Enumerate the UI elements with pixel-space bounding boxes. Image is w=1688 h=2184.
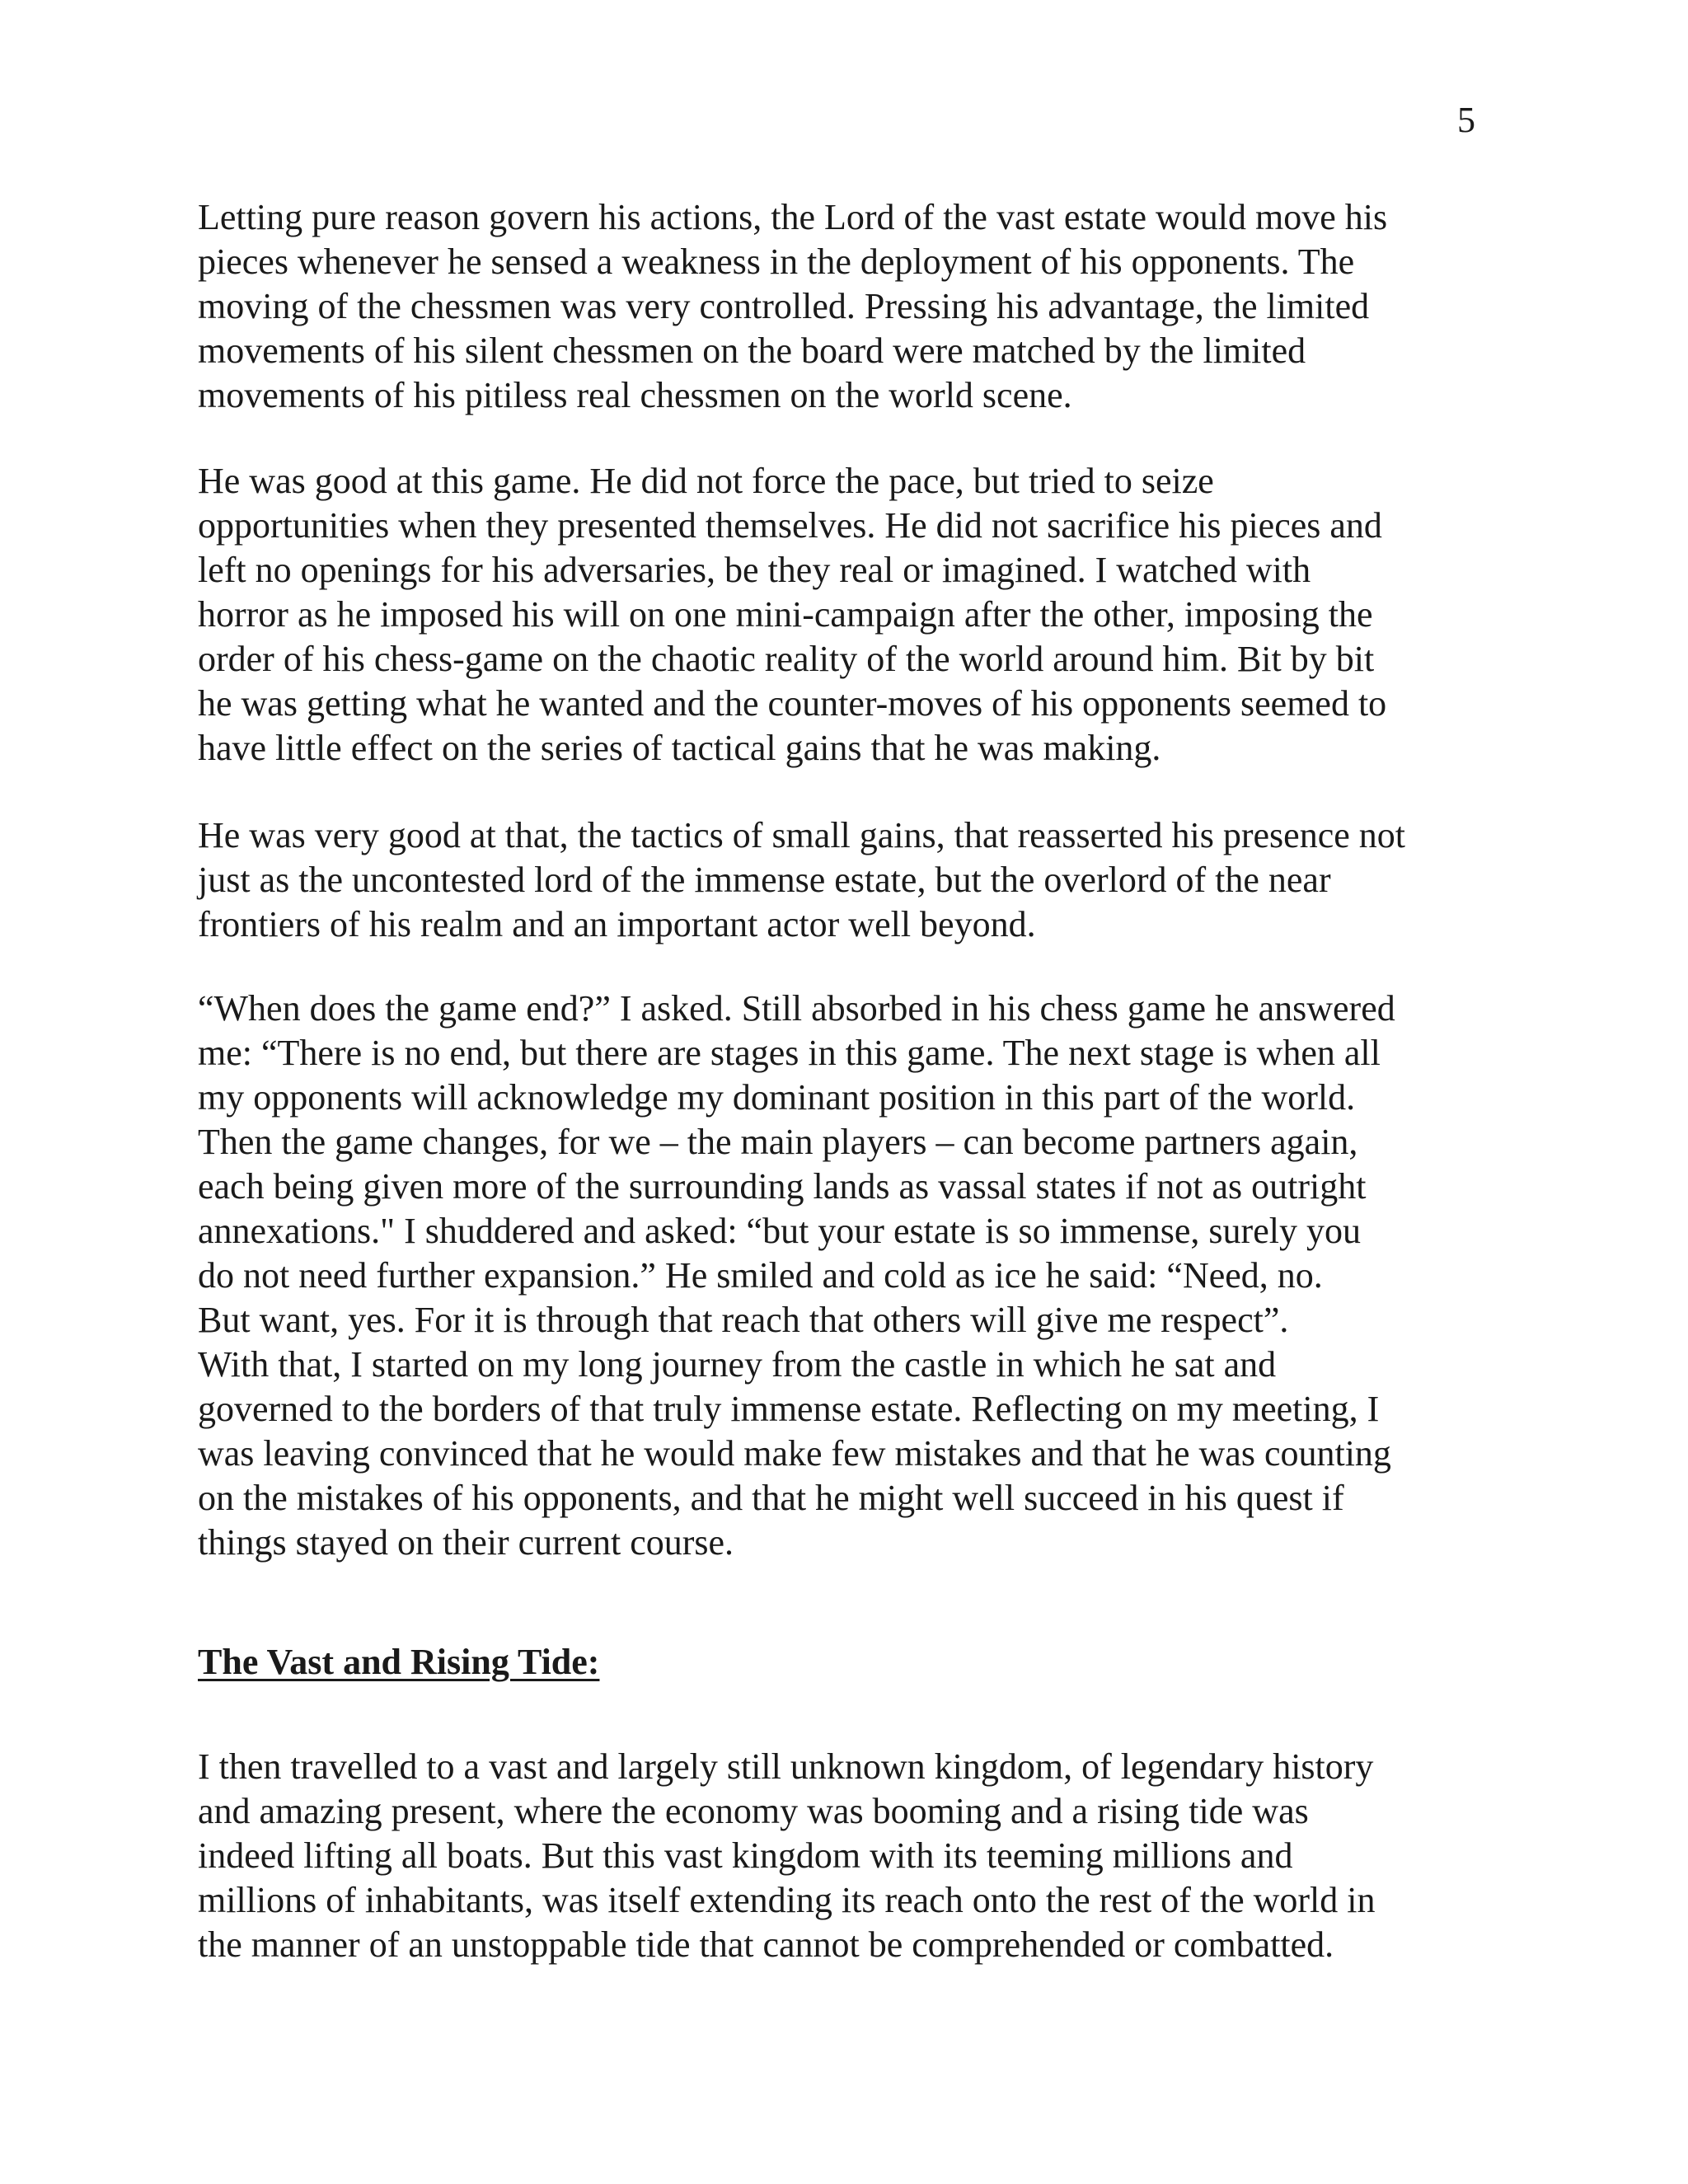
text-line: the manner of an unstoppable tide that cannot be comprehended or combatted. [198,1924,1334,1965]
text-line: was leaving convinced that he would make few mistakes and that he was counting [198,1433,1391,1474]
text-line: order of his chess-game on the chaotic reality of the world around him. Bit by bit [198,639,1375,679]
text-line: moving of the chessmen was very controlled. Pressing his advantage, the limited [198,286,1370,326]
text-line: He was very good at that, the tactics of small gains, that reasserted his presence not [198,815,1405,855]
text-line: Then the game changes, for we – the main players – can become partners again, [198,1122,1358,1162]
text-line: indeed lifting all boats. But this vast kingdom with its teeming millions and [198,1835,1293,1876]
text-line: He was good at this game. He did not force the pace, but tried to seize [198,461,1214,501]
text-line: do not need further expansion.” He smiled and cold as ice he said: “Need, no. [198,1255,1323,1296]
text-line: and amazing present, where the economy was booming and a rising tide was [198,1791,1309,1831]
page-number: 5 [1457,100,1475,140]
text-line: annexations." I shuddered and asked: “but your estate is so immense, surely you [198,1211,1361,1251]
text-line: my opponents will acknowledge my dominant position in this part of the world. [198,1077,1356,1118]
text-line: frontiers of his realm and an important actor well beyond. [198,904,1036,944]
text-line: me: “There is no end, but there are stages in this game. The next stage is when all [198,1033,1381,1073]
text-line: I then travelled to a vast and largely still unknown kingdom, of legendary history [198,1746,1374,1787]
text-line: things stayed on their current course. [198,1522,734,1563]
paragraph-4 [198,987,1517,1565]
text-line: Letting pure reason govern his actions, the Lord of the vast estate would move his [198,197,1388,237]
paragraph-2 [198,459,1517,771]
text-line: each being given more of the surrounding lands as vassal states if not as outright [198,1166,1367,1207]
paragraph-1 [198,195,1517,418]
text-line: just as the uncontested lord of the immense estate, but the overlord of the near [198,860,1331,900]
paragraph-5 [198,1745,1517,1967]
section-heading: The Vast and Rising Tide: [198,1642,600,1682]
text-line: “When does the game end?” I asked. Still absorbed in his chess game he answered [198,988,1395,1029]
text-line: But want, yes. For it is through that reach that others will give me respect”. [198,1300,1289,1340]
text-line: millions of inhabitants, was itself extending its reach onto the rest of the world in [198,1880,1376,1920]
text-line: he was getting what he wanted and the counter-moves of his opponents seemed to [198,683,1387,724]
text-line: on the mistakes of his opponents, and that he might well succeed in his quest if [198,1478,1344,1518]
text-line: have little effect on the series of tactical gains that he was making. [198,728,1161,768]
text-line: governed to the borders of that truly immense estate. Reflecting on my meeting, I [198,1389,1380,1429]
text-line: With that, I started on my long journey from the castle in which he sat and [198,1344,1277,1385]
text-line: left no openings for his adversaries, be they real or imagined. I watched with [198,550,1311,590]
text-line: movements of his silent chessmen on the board were matched by the limited [198,330,1306,371]
paragraph-3 [198,813,1517,947]
text-line: movements of his pitiless real chessmen on the world scene. [198,375,1072,415]
text-line: pieces whenever he sensed a weakness in the deployment of his opponents. The [198,241,1355,282]
text-line: horror as he imposed his will on one mini-campaign after the other, imposing the [198,594,1373,635]
text-line: opportunities when they presented themselves. He did not sacrifice his pieces and [198,505,1382,546]
